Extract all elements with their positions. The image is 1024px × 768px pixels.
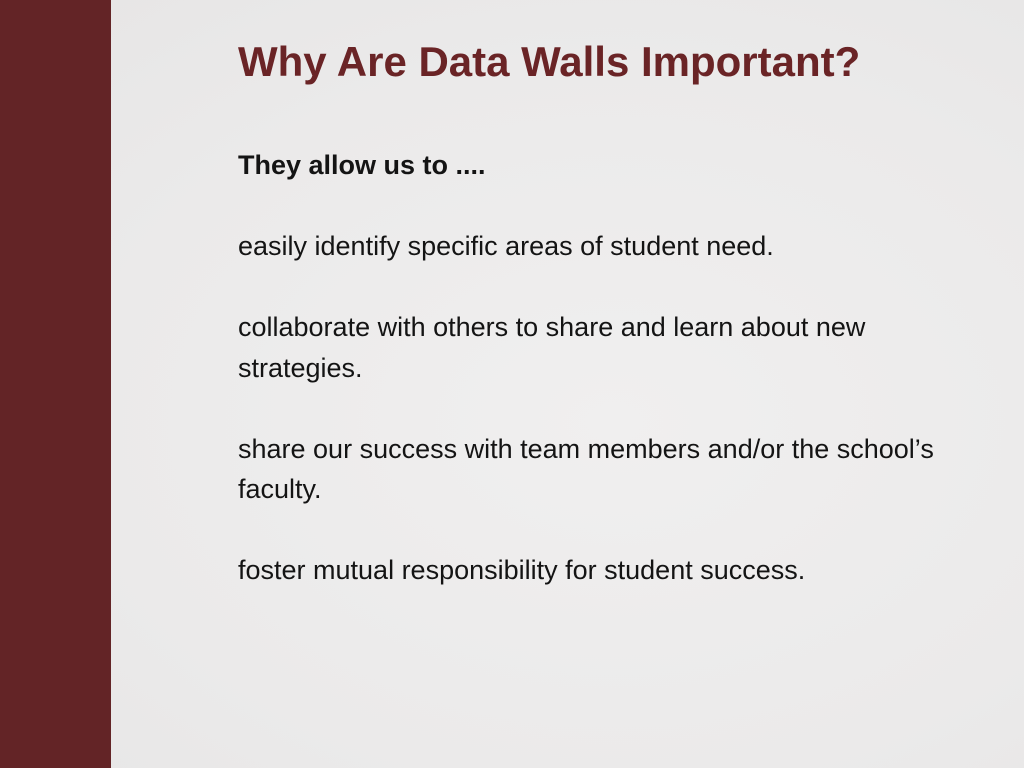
side-accent-bar bbox=[0, 0, 111, 768]
point-collaborate: collaborate with others to share and learn about new strategies. bbox=[238, 312, 866, 383]
point-share-success: share our success with team members and/or the school’s faculty. bbox=[238, 433, 934, 504]
point-identify-needs: easily identify specific areas of student need. bbox=[238, 231, 774, 261]
slide-title: Why Are Data Walls Important? bbox=[238, 38, 861, 85]
slide-body bbox=[238, 145, 938, 631]
intro-text: They allow us to .... bbox=[238, 150, 486, 180]
point-mutual-responsibility: foster mutual responsibility for student success. bbox=[238, 555, 806, 585]
